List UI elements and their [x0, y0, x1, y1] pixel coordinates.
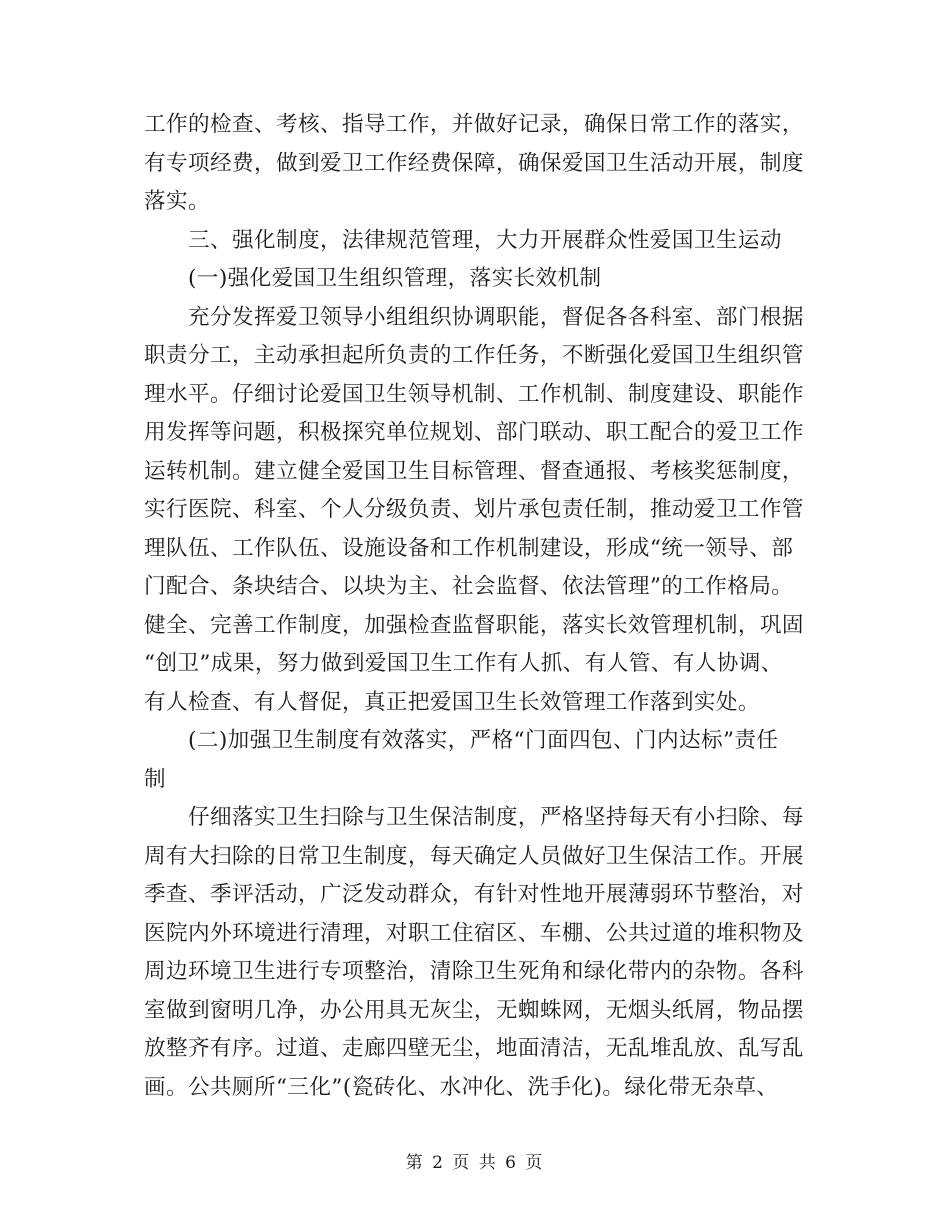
text-line: “创卫”成果，努力做到爱国卫生工作有人抓、有人管、有人协调、	[144, 651, 783, 676]
text-line: 画。公共厕所“三化”(瓷砖化、水冲化、洗手化)。绿化带无杂草、	[144, 1074, 779, 1100]
text-line: 门配合、条块结合、以块为主、社会监督、依法管理”的工作格局。	[144, 574, 794, 599]
text-line: 周边环境卫生进行专项整治，清除卫生死角和绿化带内的杂物。各科	[144, 959, 804, 984]
text-line: 工作的检查、考核、指导工作，并做好记录，确保日常工作的落实，	[144, 112, 804, 137]
text-line: 有人检查、有人督促，真正把爱国卫生长效管理工作落到实处。	[144, 689, 760, 715]
text-line: 季查、季评活动，广泛发动群众，有针对性地开展薄弱环节整治，对	[144, 882, 804, 907]
text-line: 落实。	[144, 189, 210, 214]
text-line: 制	[144, 766, 166, 792]
text-line: (一)强化爱国卫生组织管理，落实长效机制	[188, 266, 602, 291]
text-line: 仔细落实卫生扫除与卫生保洁制度，严格坚持每天有小扫除、每	[188, 805, 804, 830]
text-line: 理队伍、工作队伍、设施设备和工作机制建设，形成“统一领导、部	[144, 535, 794, 561]
text-line: 医院内外环境进行清理，对职工住宿区、车棚、公共过道的堆积物及	[144, 920, 804, 946]
text-line: 周有大扫除的日常卫生制度，每天确定人员做好卫生保洁工作。开展	[144, 843, 804, 869]
text-line: 健全、完善工作制度，加强检查监督职能，落实长效管理机制，巩固	[144, 612, 804, 638]
text-line: 运转机制。建立健全爱国卫生目标管理、督查通报、考核奖惩制度，	[144, 458, 804, 484]
text-line: 用发挥等问题，积极探究单位规划、部门联动、职工配合的爱卫工作	[144, 420, 804, 445]
document-body	[144, 106, 804, 1107]
text-line: 三、强化制度，法律规范管理，大力开展群众性爱国卫生运动	[188, 227, 782, 253]
text-line: 放整齐有序。过道、走廊四壁无尘，地面清洁，无乱堆乱放、乱写乱	[144, 1036, 804, 1061]
page-footer: 第 2 页 共 6 页	[405, 1153, 545, 1173]
text-line: (二)加强卫生制度有效落实，严格“门面四包、门内达标”责任	[188, 728, 779, 753]
text-line: 理水平。仔细讨论爱国卫生领导机制、工作机制、制度建设、职能作	[144, 381, 804, 407]
text-line: 实行医院、科室、个人分级负责、划片承包责任制，推动爱卫工作管	[144, 497, 804, 522]
text-line: 职责分工，主动承担起所负责的工作任务，不断强化爱国卫生组织管	[144, 343, 804, 368]
text-line: 充分发挥爱卫领导小组组织协调职能，督促各各科室、部门根据	[188, 304, 804, 330]
text-line: 室做到窗明几净，办公用具无灰尘，无蜘蛛网，无烟头纸屑，物品摆	[144, 997, 804, 1023]
text-line: 有专项经费，做到爱卫工作经费保障，确保爱国卫生活动开展，制度	[144, 150, 804, 176]
